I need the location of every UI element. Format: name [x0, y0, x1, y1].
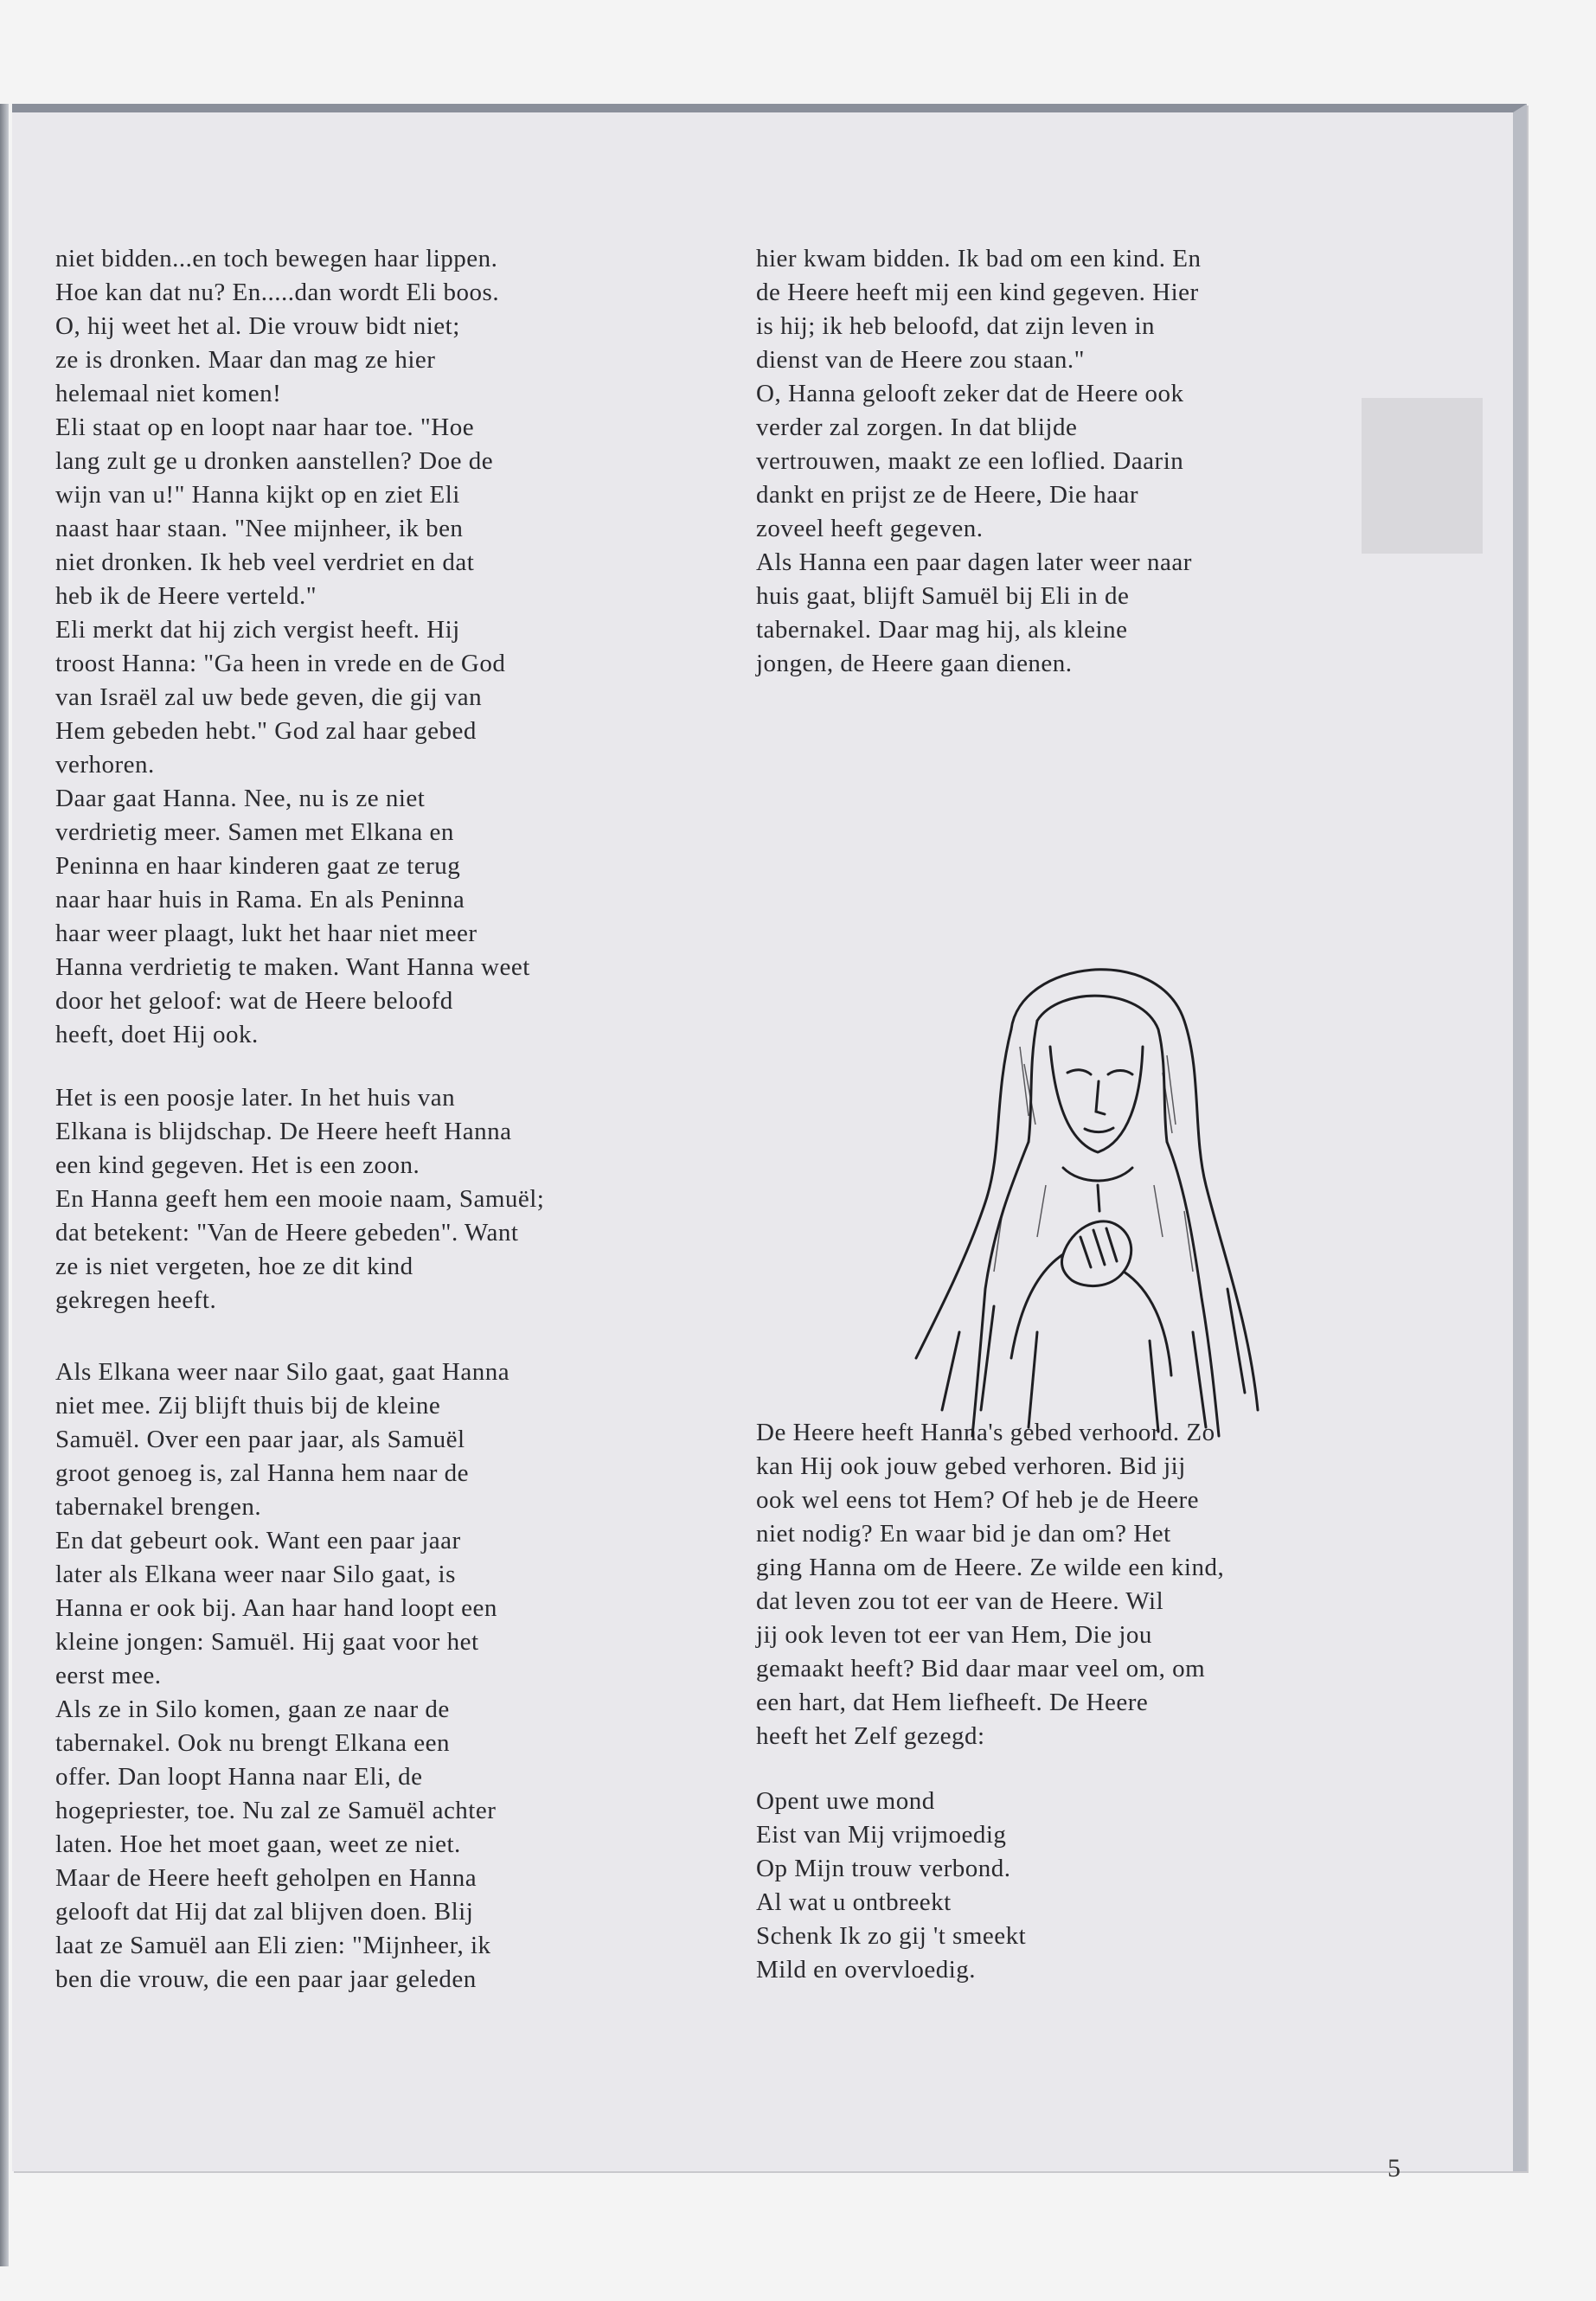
left-paragraph-1: niet bidden...en toch bewegen haar lippen. Hoe kan dat nu? En.....dan wordt Eli boos. O, hij weet het al. Die vrouw bidt niet; ze is dronken. Maar dan mag ze hier helemaal niet komen! Eli staat op en loopt naar haar toe. "Hoe lang zult ge u dronken aanstellen? Doe de wijn van u!" Hanna kijkt op en ziet Eli naast haar staan. "Nee mijnheer, ik ben niet dronken. Ik heb veel verdriet en dat heb ik de Heere verteld." Eli merkt dat hij zich vergist heeft. Hij troost Hanna: "Ga heen in vrede en de God van Israël zal uw bede geven, die gij van Hem gebeden hebt." God zal haar gebed verhoren. Daar gaat Hanna. Nee, nu is ze niet verdrietig meer. Samen met Elkana en Peninna en haar kinderen gaat ze terug naar haar huis in Rama. En als Peninna haar weer plaagt, lukt het haar niet meer Hanna verdrietig te maken. Want Hanna weet door het geloof: wat de Heere beloofd heeft, doet Hij ook.: [55, 245, 530, 1048]
praying-woman-illustration: [907, 926, 1271, 1445]
left-text-column: [55, 242, 747, 1997]
right-paragraph-1: hier kwam bidden. Ik bad om een kind. En de Heere heeft mij een kind gegeven. Hier is hij; ik heb beloofd, dat zijn leven in dienst van de Heere zou staan." O, Hanna gelooft zeker dat de Heere ook verder zal zorgen. In dat blijde vertrouwen, maakt ze een loflied. Daarin dankt en prijst ze de Heere, Die haar zoveel heeft gegeven. Als Hanna een paar dagen later weer naar huis gaat, blijft Samuël bij Eli in de tabernakel. Daar mag hij, als kleine jongen, de Heere gaan dienen.: [756, 245, 1202, 677]
hymn-verse: Opent uwe mond Eist van Mij vrijmoedig Op Mijn trouw verbond. Al wat u ontbreekt Schenk Ik zo gij 't smeekt Mild en overvloedig.: [756, 1787, 1027, 1984]
left-paragraph-2: Het is een poosje later. In het huis van Elkana is blijdschap. De Heere heeft Hanna een kind gegeven. Het is een zoon. En Hanna geeft hem een mooie naam, Samuël; dat betekent: "Van de Heere gebeden". Want ze is niet vergeten, hoe ze dit kind gekregen heeft.: [55, 1084, 545, 1314]
book-page: [12, 104, 1527, 2182]
right-paragraph-2: De Heere heeft Hanna's gebed verhoord. Zo kan Hij ook jouw gebed verhoren. Bid jij ook wel eens tot Hem? Of heb je de Heere niet nodig? En waar bid je dan om? Het ging Hanna om de Heere. Ze wilde een kind, dat leven zou tot eer van de Heere. Wil jij ook leven tot eer van Hem, Die jou gemaakt heeft? Bid daar maar veel om, om een hart, dat Hem liefheeft. De Heere heeft het Zelf gezegd:: [756, 1419, 1225, 1750]
book-binding-edge: [0, 104, 9, 2266]
left-paragraph-3: Als Elkana weer naar Silo gaat, gaat Hanna niet mee. Zij blijft thuis bij de kleine Samuël. Over een paar jaar, als Samuël groot genoeg is, zal Hanna hem naar de tabernakel brengen. En dat gebeurt ook. Want een paar jaar later als Elkana weer naar Silo gaat, is Hanna er ook bij. Aan haar hand loopt een kleine jongen: Samuël. Hij gaat voor het eerst mee. Als ze in Silo komen, gaan ze naar de tabernakel. Ook nu brengt Elkana een offer. Dan loopt Hanna naar Eli, de hogepriester, toe. Nu zal ze Samuël achter laten. Hoe het moet gaan, weet ze niet. Maar de Heere heeft geholpen en Hanna gelooft dat Hij dat zal blijven doen. Blij laat ze Samuël aan Eli zien: "Mijnheer, ik ben die vrouw, die een paar jaar geleden: [55, 1358, 510, 1993]
page-number: 5: [1388, 2154, 1401, 2182]
